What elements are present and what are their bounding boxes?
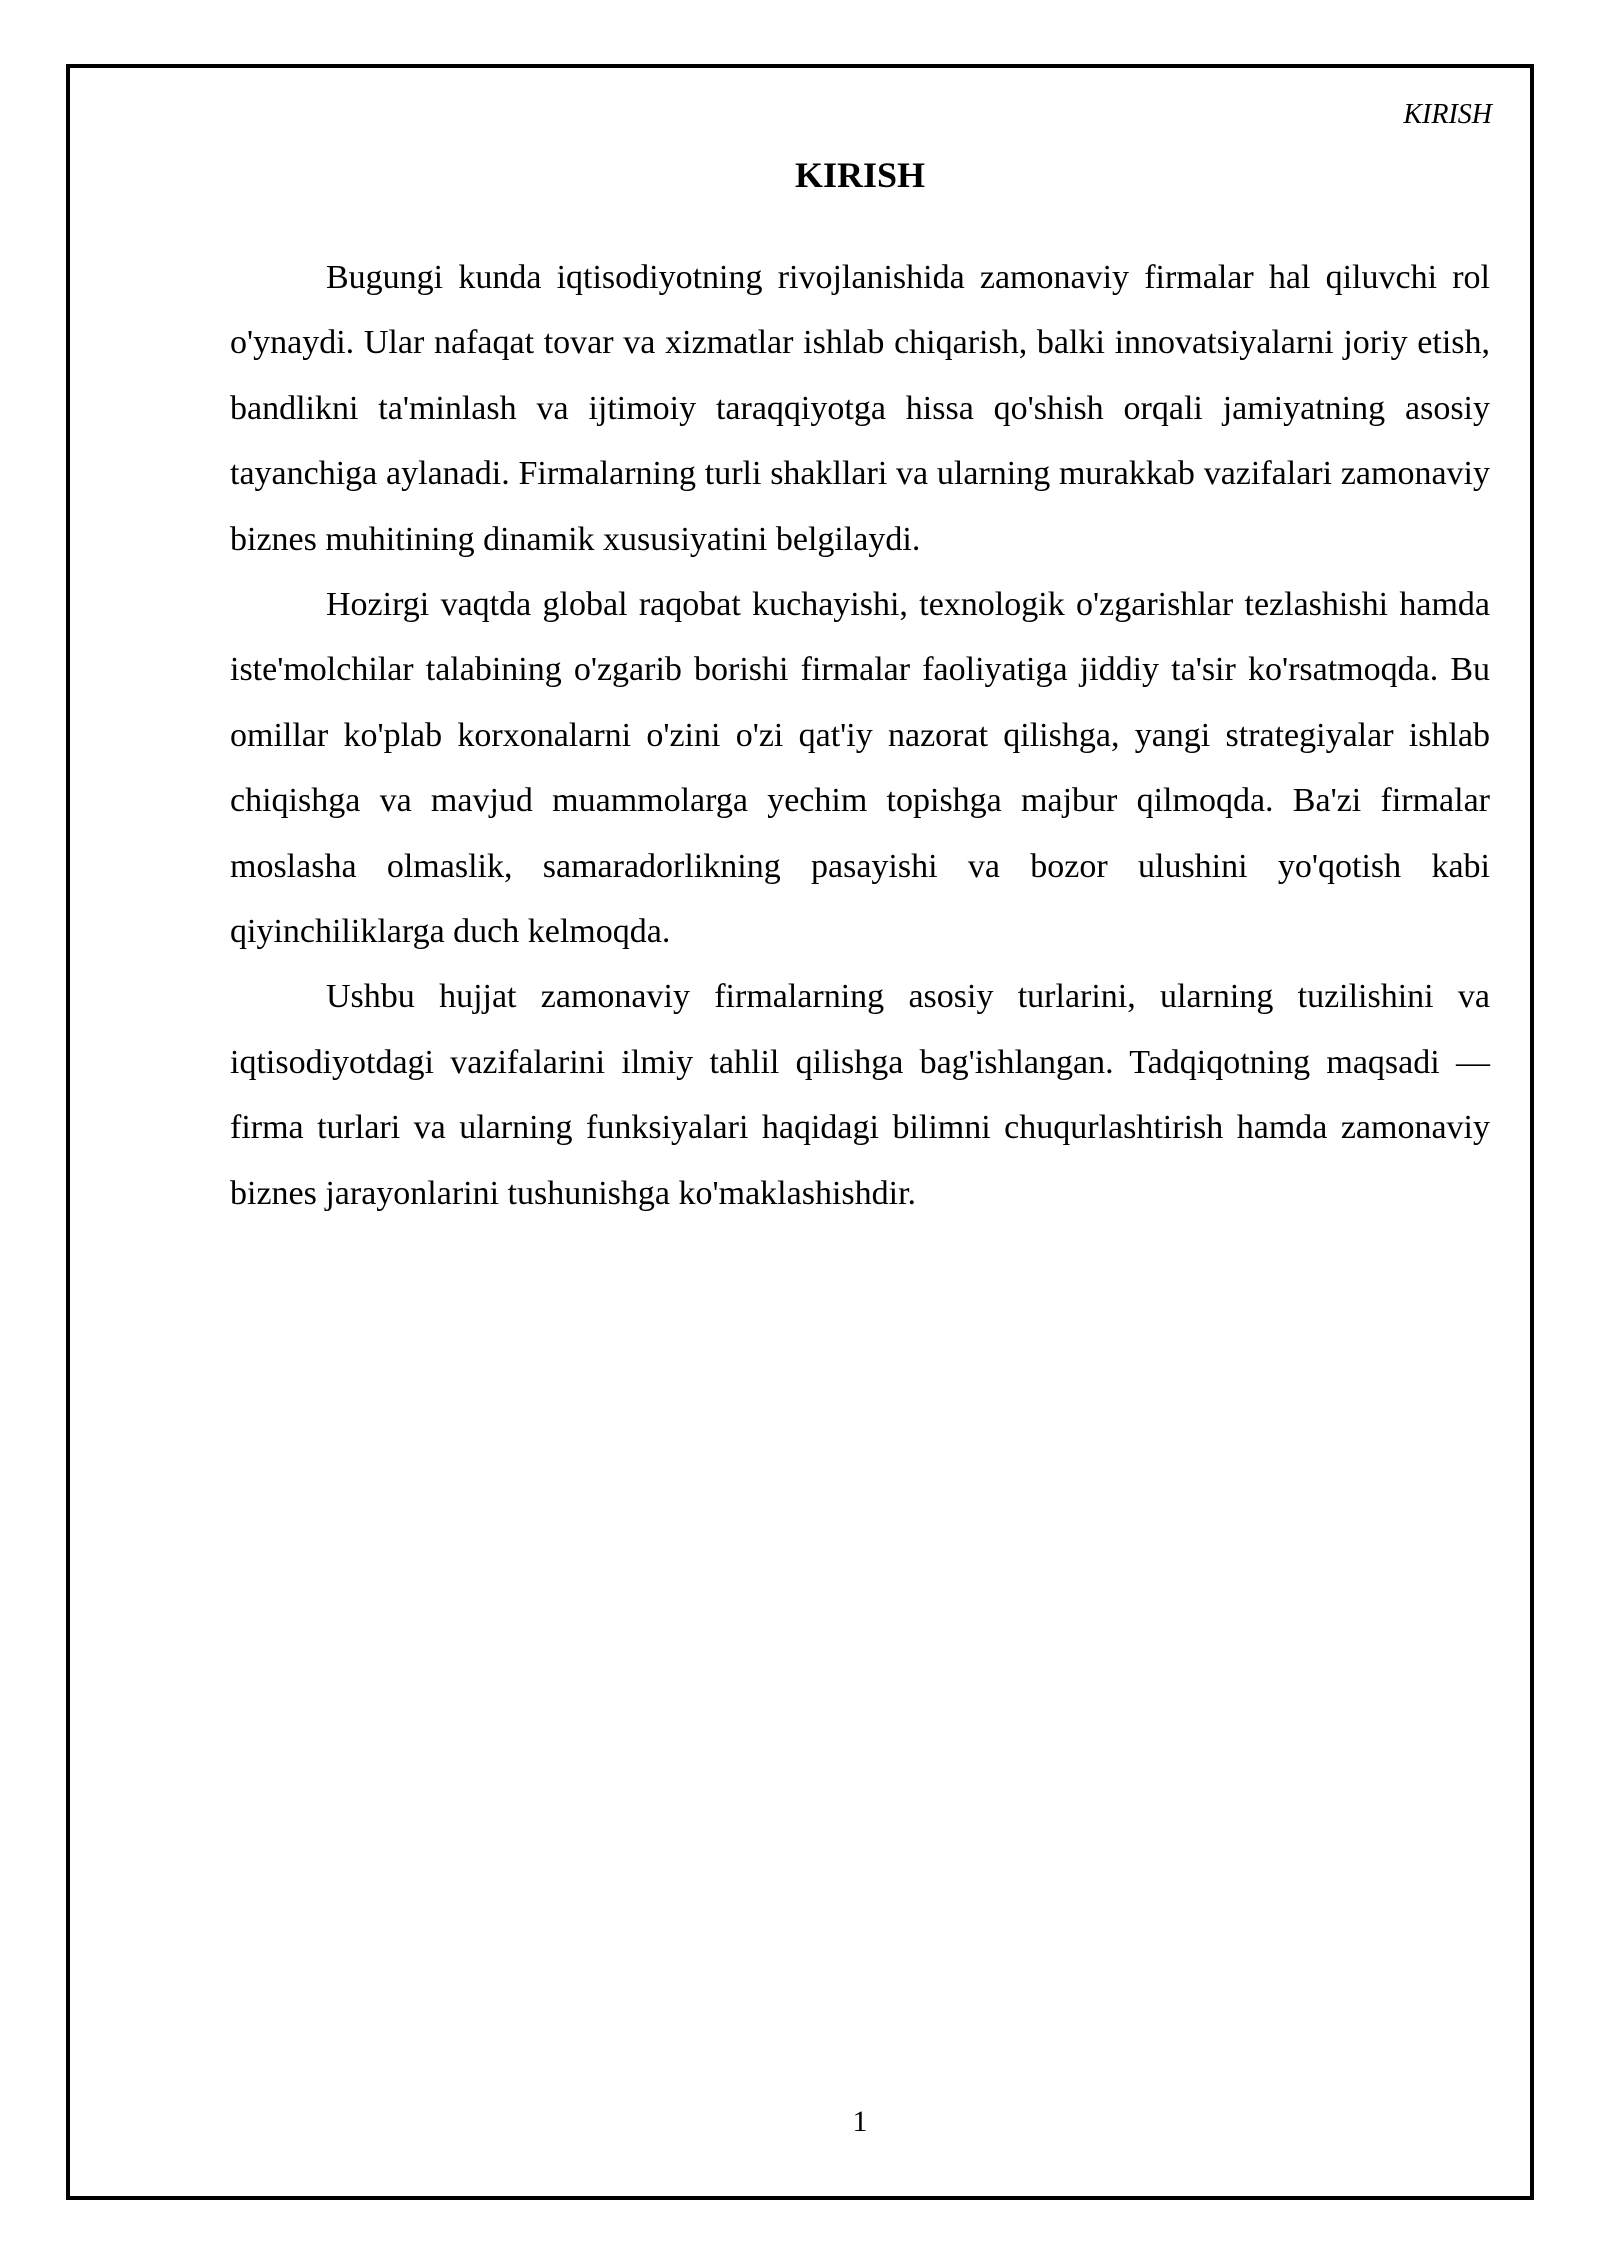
running-header: KIRISH bbox=[1403, 99, 1492, 130]
paragraph-intro: Bugungi kunda iqtisodiyotning rivojlanishida zamonaviy firmalar hal qiluvchi rol o'ynaydi. Ular nafaqat tovar va xizmatlar ishlab chiqarish, balki innovatsiyalarni joriy etish, bandlikni ta'minlash va ijtimoiy taraqqiyotga hissa qo'shish orqali jamiyatning asosiy tayanchiga aylanadi. Firmalarning turli shakllari va ularning murakkab vazifalari zamonaviy biznes muhitining dinamik xususiyatini belgilaydi. bbox=[230, 259, 1490, 558]
document-body bbox=[230, 245, 1490, 1226]
page-number: 1 bbox=[852, 2105, 868, 2138]
paragraph-context: Hozirgi vaqtda global raqobat kuchayishi, texnologik o'zgarishlar tezlashishi hamda iste'molchilar talabining o'zgarib borishi firmalar faoliyatiga jiddiy ta'sir ko'rsatmoqda. Bu omillar ko'plab korxonalarni o'zini o'zi qat'iy nazorat qilishga, yangi strategiyalar ishlab chiqishga va mavjud muammolarga yechim topishga majbur qilmoqda. Ba'zi firmalar moslasha olmaslik, samaradorlikning pasayishi va bozor ulushini yo'qotish kabi qiyinchiliklarga duch kelmoqda. bbox=[230, 586, 1490, 951]
paragraph-purpose: Ushbu hujjat zamonaviy firmalarning asosiy turlarini, ularning tuzilishini va iqtisodiyotdagi vazifalarini ilmiy tahlil qilishga bag'ishlangan. Tadqiqotning maqsadi — firma turlari va ularning funksiyalari haqidagi bilimni chuqurlashtirish hamda zamonaviy biznes jarayonlarini tushunishga ko'maklashishdir. bbox=[230, 978, 1490, 1212]
document-title: KIRISH bbox=[794, 155, 926, 195]
